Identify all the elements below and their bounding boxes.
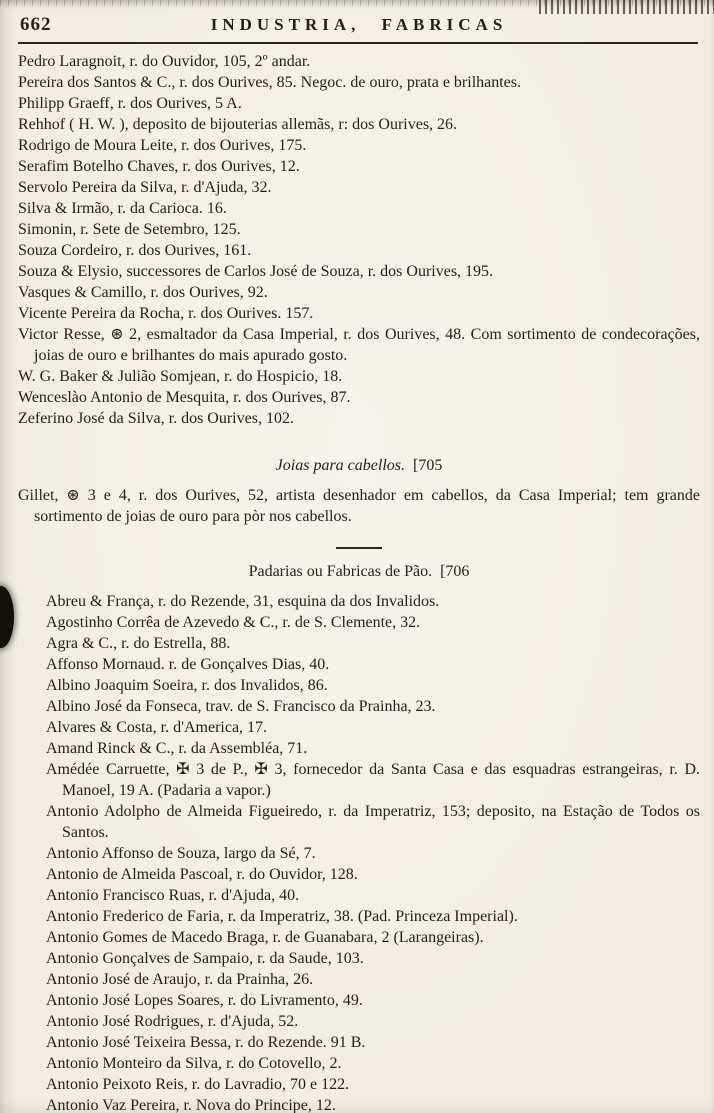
directory-entry: Pedro Laragnoit, r. do Ouvidor, 105, 2º andar.: [18, 53, 311, 70]
directory-entry: Antonio José Rodrigues, r. d'Ajuda, 52.: [46, 1013, 299, 1030]
directory-entry: Amand Rinck & C., r. da Assembléa, 71.: [46, 740, 308, 757]
directory-entry: Albino José da Fonseca, trav. de S. Francisco da Prainha, 23.: [46, 698, 436, 715]
directory-entry: Antonio José de Araujo, r. da Prainha, 26.: [46, 971, 314, 988]
scan-artifact-left-blob: [0, 586, 14, 648]
directory-entry: Servolo Pereira da Silva, r. d'Ajuda, 32.: [18, 179, 272, 196]
page-header: [18, 12, 700, 40]
section-heading: [18, 457, 700, 475]
section-heading-ref: [706: [440, 563, 470, 580]
directory-entry: Antonio Vaz Pereira, r. Nova do Principe, 12.: [46, 1097, 336, 1113]
section-heading-ref: [705: [413, 457, 443, 474]
header-rule: [18, 42, 698, 44]
section-heading-title: Joias para cabellos.: [275, 457, 405, 474]
directory-entry: Affonso Mornaud. r. de Gonçalves Dias, 40.: [46, 656, 330, 673]
directory-entry: Antonio José Lopes Soares, r. do Livramento, 49.: [46, 992, 363, 1009]
directory-entry: Simonin, r. Sete de Setembro, 125.: [18, 221, 241, 238]
directory-entry: Wenceslào Antonio de Mesquita, r. dos Ourives, 87.: [18, 389, 351, 406]
directory-entry: Souza Cordeiro, r. dos Ourives, 161.: [18, 242, 252, 259]
directory-entry: Antonio Francisco Ruas, r. d'Ajuda, 40.: [46, 887, 300, 904]
directory-section: [18, 547, 700, 1113]
directory-entry: W. G. Baker & Julião Somjean, r. do Hospicio, 18.: [18, 368, 343, 385]
directory-entry: Antonio de Almeida Pascoal, r. do Ouvidor, 128.: [46, 866, 358, 883]
directory-entry: Antonio Gomes de Macedo Braga, r. de Guanabara, 2 (Larangeiras).: [46, 929, 484, 946]
directory-entry: Antonio Peixoto Reis, r. do Lavradio, 70 e 122.: [46, 1076, 350, 1093]
directory-entry: Alvares & Costa, r. d'America, 17.: [46, 719, 268, 736]
directory-entry: Pereira dos Santos & C., r. dos Ourives, 85. Negoc. de ouro, prata e brilhantes.: [18, 74, 522, 91]
directory-entry: Vicente Pereira da Rocha, r. dos Ourives. 157.: [18, 305, 314, 322]
directory-entry: Vasques & Camillo, r. dos Ourives, 92.: [18, 284, 268, 301]
directory-entry: Silva & Irmão, r. da Carioca. 16.: [18, 200, 227, 217]
directory-entry: Antonio José Teixeira Bessa, r. do Rezende. 91 B.: [46, 1034, 366, 1051]
directory-entry: Rehhof ( H. W. ), deposito de bijouterias allemãs, r: dos Ourives, 26.: [18, 116, 458, 133]
directory-entry: Antonio Adolpho de Almeida Figueiredo, r. da Imperatriz, 153; deposito, na Estação de Todos os Santos.: [46, 803, 700, 841]
directory-entry: Rodrigo de Moura Leite, r. dos Ourives, 175.: [18, 137, 307, 154]
directory-entry: Antonio Gonçalves de Sampaio, r. da Saude, 103.: [46, 950, 364, 967]
section-divider: [336, 547, 382, 549]
directory-entry: Zeferino José da Silva, r. dos Ourives, 102.: [18, 410, 294, 427]
directory-entry: Amédée Carruette, ✠ 3 de P., ✠ 3, fornecedor da Santa Casa e das esquadras estrangeiras, r. D. Manoel, 19 A. (Padaria a vapor.): [46, 761, 700, 799]
directory-entry: Antonio Monteiro da Silva, r. do Cotovello, 2.: [46, 1055, 342, 1072]
section-heading-title: Padarias ou Fabricas de Pão.: [248, 563, 433, 580]
directory-entry: Albino Joaquim Soeira, r. dos Invalidos, 86.: [46, 677, 328, 694]
page-number: 662: [20, 14, 52, 35]
page-title: INDUSTRIA, FABRICAS: [210, 15, 508, 34]
directory-entry: Victor Resse, ⊛ 2, esmaltador da Casa Imperial, r. dos Ourives, 48. Com sortimento de condecorações, joias de ouro e brilhantes do mais apurado gosto.: [18, 326, 700, 364]
section-heading: [18, 563, 700, 581]
directory-entry: Philipp Graeff, r. dos Ourives, 5 A.: [18, 95, 242, 112]
directory-entry: Agostinho Corrêa de Azevedo & C., r. de S. Clemente, 32.: [46, 614, 421, 631]
directory-entry: Souza & Elysio, successores de Carlos José de Souza, r. dos Ourives, 195.: [18, 263, 494, 280]
directory-entry: Serafim Botelho Chaves, r. dos Ourives, 12.: [18, 158, 300, 175]
directory-entry: Antonio Affonso de Souza, largo da Sé, 7.: [46, 845, 316, 862]
directory-entry: Abreu & França, r. do Rezende, 31, esquina da dos Invalidos.: [46, 593, 440, 610]
directory-entry: Agra & C., r. do Estrella, 88.: [46, 635, 231, 652]
directory-entry: Gillet, ⊛ 3 e 4, r. dos Ourives, 52, artista desenhador em cabellos, da Casa Imperial; tem grande sortimento de joias de ouro para pòr nos cabellos.: [18, 487, 700, 525]
directory-section: [18, 51, 700, 429]
directory-sections: [18, 51, 700, 1113]
directory-section: [18, 457, 700, 527]
directory-entry: Antonio Frederico de Faria, r. da Imperatriz, 38. (Pad. Princeza Imperial).: [46, 908, 518, 925]
